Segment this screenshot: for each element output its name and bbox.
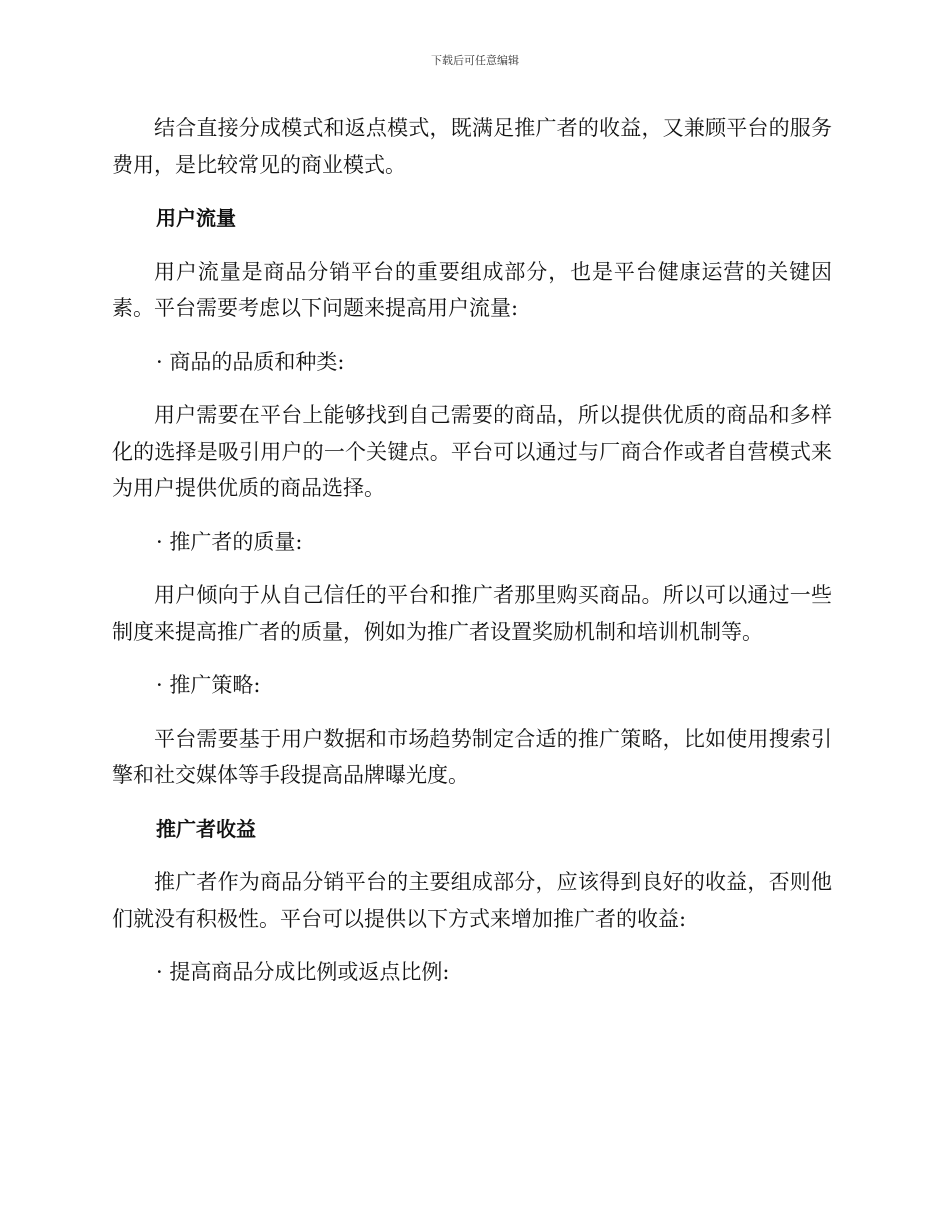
- bullet-promotion-strategy: · 推广策略:: [156, 673, 261, 697]
- document-body: [112, 110, 832, 1008]
- paragraph-product-quality: 用户需要在平台上能够找到自己需要的商品，所以提供优质的商品和多样化的选择是吸引用户的一个关键点。平台可以通过与厂商合作或者自营模式来为用户提供优质的商品选择。: [112, 403, 832, 500]
- page-header-note: 下载后可任意编辑: [431, 54, 519, 67]
- bullet-promoter-quality: · 推广者的质量:: [156, 529, 303, 554]
- bullet-product-quality: · 商品的品质和种类:: [156, 349, 345, 374]
- paragraph-promoter-quality: 用户倾向于从自己信任的平台和推广者那里购买商品。所以可以通过一些制度来提高推广者的质量，例如为推广者设置奖励机制和培训机制等。: [112, 583, 832, 644]
- paragraph-promoter-income: 推广者作为商品分销平台的主要组成部分，应该得到良好的收益，否则他们就没有积极性。平台可以提供以下方式来增加推广者的收益:: [112, 870, 832, 931]
- paragraph-promotion-strategy: 平台需要基于用户数据和市场趋势制定合适的推广策略，比如使用搜索引擎和社交媒体等手段提高品牌曝光度。: [112, 726, 832, 787]
- paragraph-user-traffic: 用户流量是商品分销平台的重要组成部分，也是平台健康运营的关键因素。平台需要考虑以下问题来提高用户流量:: [112, 259, 832, 320]
- paragraph-business-model: 结合直接分成模式和返点模式，既满足推广者的收益，又兼顾平台的服务费用，是比较常见的商业模式。: [112, 116, 832, 177]
- bullet-commission-ratio: · 提高商品分成比例或返点比例:: [156, 960, 450, 984]
- section-heading-promoter-income: 推广者收益: [156, 816, 256, 841]
- section-heading-user-traffic: 用户流量: [156, 206, 236, 230]
